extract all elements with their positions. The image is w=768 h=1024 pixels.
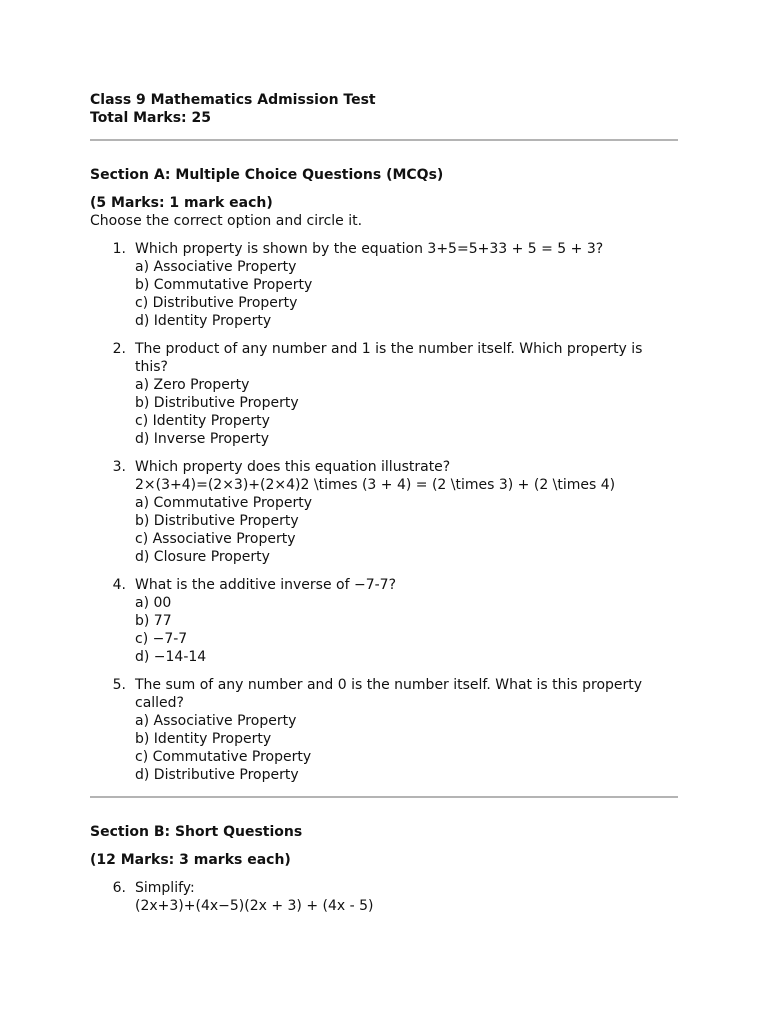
section-b-marks: (12 Marks: 3 marks each) [90, 852, 291, 868]
document-content [90, 91, 678, 925]
question-5 [90, 676, 678, 784]
question-text: Which property does this equation illustrate? [135, 459, 451, 475]
option: c) Associative Property [135, 531, 296, 547]
section-a-heading: Section A: Multiple Choice Questions (MCQs) [90, 167, 444, 183]
option: c) Distributive Property [135, 295, 298, 311]
question-text: Which property is shown by the equation 3+5=5+33 + 5 = 5 + 3? [135, 241, 604, 257]
option: d) Identity Property [135, 313, 272, 329]
divider-top [90, 139, 678, 141]
question-text: What is the additive inverse of −7-7? [135, 577, 397, 593]
question-number: 3. [112, 459, 126, 475]
option: d) Inverse Property [135, 431, 270, 447]
question-text: Simplify: [135, 880, 195, 896]
question-text: The product of any number and 1 is the number itself. Which property is this? [135, 341, 643, 375]
total-marks: Total Marks: 25 [90, 110, 212, 126]
option: b) Distributive Property [135, 395, 299, 411]
option: b) Distributive Property [135, 513, 299, 529]
section-b-question-list [90, 879, 678, 915]
divider-middle [90, 796, 678, 798]
section-a-instruction: Choose the correct option and circle it. [90, 213, 363, 229]
option: b) Identity Property [135, 731, 272, 747]
section-a-marks: (5 Marks: 1 mark each) [90, 195, 273, 211]
option: c) Identity Property [135, 413, 270, 429]
question-number: 6. [112, 880, 126, 896]
option: a) Zero Property [135, 377, 250, 393]
option: b) Commutative Property [135, 277, 313, 293]
option: a) Associative Property [135, 713, 297, 729]
question-number: 2. [112, 341, 126, 357]
question-number: 5. [112, 677, 126, 693]
question-3 [90, 458, 678, 566]
option: a) Commutative Property [135, 495, 313, 511]
section-a-question-list [90, 240, 678, 784]
option: c) −7-7 [135, 631, 188, 647]
question-number: 1. [112, 241, 126, 257]
question-expression: (2x+3)+(4x−5)(2x + 3) + (4x - 5) [135, 898, 374, 914]
option: d) Closure Property [135, 549, 270, 565]
test-title: Class 9 Mathematics Admission Test [90, 92, 376, 108]
question-1 [90, 240, 678, 330]
option: b) 77 [135, 613, 172, 629]
question-2 [90, 340, 678, 448]
option: a) Associative Property [135, 259, 297, 275]
option: a) 00 [135, 595, 172, 611]
question-4 [90, 576, 678, 666]
option: c) Commutative Property [135, 749, 312, 765]
question-6 [90, 879, 678, 915]
question-text: The sum of any number and 0 is the number itself. What is this property called? [135, 677, 643, 711]
question-number: 4. [112, 577, 126, 593]
option: d) −14-14 [135, 649, 207, 665]
section-b-heading: Section B: Short Questions [90, 824, 303, 840]
option: d) Distributive Property [135, 767, 299, 783]
question-expression: 2×(3+4)=(2×3)+(2×4)2 \times (3 + 4) = (2 \times 3) + (2 \times 4) [135, 477, 616, 493]
